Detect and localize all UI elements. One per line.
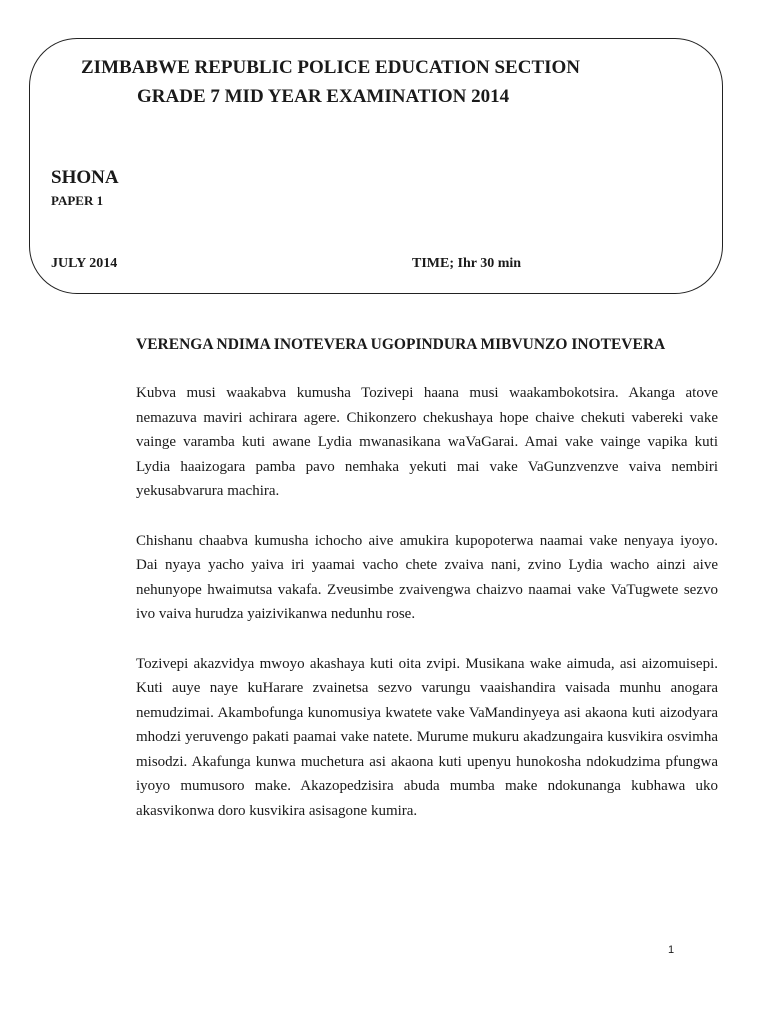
instruction-heading: VERENGA NDIMA INOTEVERA UGOPINDURA MIBVUNZO INOTEVERA <box>136 336 666 353</box>
subject-name: SHONA <box>51 167 119 188</box>
exam-time: TIME; Ihr 30 min <box>412 256 522 271</box>
exam-title-line-2: GRADE 7 MID YEAR EXAMINATION 2014 <box>137 86 510 107</box>
passage-paragraph-1: Kubva musi waakabva kumusha Tozivepi haana musi waakambokotsira. Akanga atove nemazuva maviri achirara agere. Chikonzero chekushaya hope chaive chekuti vabereki vake vainge varamba kuti awane Lydia mwanasikana waVaGarai. Amai vake vainge vapika kuti Lydia haaizogara pamba pavo nemhaka yekuti mai vake VaGunzvenzve vaiva nembiri yekusabvarura machira. <box>136 385 718 499</box>
exam-date: JULY 2014 <box>51 256 118 271</box>
passage-content <box>136 333 718 848</box>
passage-paragraph-2: Chishanu chaabva kumusha ichocho aive amukira kupopoterwa naamai vake nenyaya iyoyo. Dai nyaya yacho yaiva iri yaamai vacho chete zvaiva nani, zvino Lydia wacho ainzi aive nehunyope hwaimutsa vakafa. Zveusimbe zvaivengwa chaizvo naamai vake VaTugwete sezvo ivo vaiva hurudza yaizivikanwa nedunhu rose. <box>136 532 718 622</box>
passage-paragraph-3: Tozivepi akazvidya mwoyo akashaya kuti oita zvipi. Musikana wake aimuda, asi aizomuisepi. Kuti auye naye kuHarare zvainetsa sezvo varungu vaaishandira vaisada munhu anogara nemudzimai. Akambofunga kunomusiya kwatete vake VaMandinyeya asi akaona kuti aizodyara mhodzi yeruvengo pakati paamai vake natete. Murume mukuru akadzungaira kusvikira osvimha misodzi. Akafunga kunwa muchetura asi akaona kuti upenyu hunokosha ndokudzima pfungwa iyoyo mumusoro make. Akazopedzisira abuda mumba make ndokunanga kubhawa uko akasvikonwa doro kusvikira asisagone kumira. <box>136 655 718 819</box>
page-number: 1 <box>668 944 675 956</box>
paper-number: PAPER 1 <box>51 193 104 208</box>
exam-title-line-1: ZIMBABWE REPUBLIC POLICE EDUCATION SECTION <box>81 57 581 78</box>
